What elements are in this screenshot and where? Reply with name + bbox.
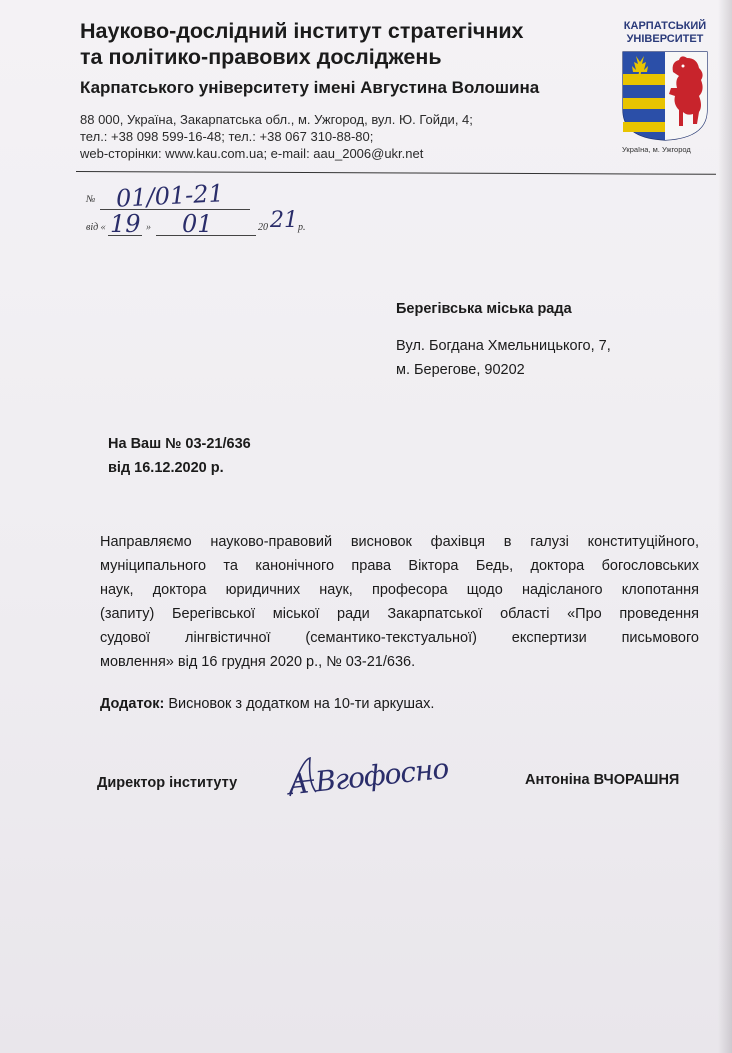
addressee-street: Вул. Богдана Хмельницького, 7, [396,338,611,354]
year-suffix: р. [298,222,306,233]
date-month-handwritten: 01 [182,210,213,238]
reference-number: На Ваш № 03-21/636 [108,436,251,452]
addressee-city: м. Берегове, 90202 [396,362,525,378]
registration-block [86,179,326,246]
institute-name-line1: Науково-дослідний інститут стратегічних [80,19,524,43]
body-line: Направляємо науково-правовий висновок фахівця в галузі конституційного, [100,534,699,550]
attachment-text: Висновок з додатком на 10-ти аркушах. [168,696,435,712]
signer-position: Директор інституту [97,775,238,791]
body-line: судової лінгвістичної (семантико-текстуальної) експертизи письмового [100,630,699,646]
coat-of-arms-icon [621,50,709,142]
date-day-handwritten: 19 [110,210,141,238]
body-line: муніципального та канонічного права Віктора Бедь, доктора богословських [100,558,699,574]
body-line: наук, доктора юридичних наук, професора щодо надісланого клопотання [100,582,699,598]
postal-address: 88 000, Україна, Закарпатська обл., м. Ужгород, вул. Ю. Гойди, 4; [80,112,473,127]
letterhead-divider [76,171,716,175]
addressee-name: Берегівська міська рада [396,301,572,317]
logo-title-line1: КАРПАТСЬКИЙ [623,20,707,32]
university-logo [616,20,714,160]
phone-numbers: тел.: +38 098 599-16-48; тел.: +38 067 310-88-80; [80,129,374,144]
attachment-label: Додаток: [100,696,165,712]
attachment-line [100,696,434,712]
web-and-email: web-сторінки: www.kau.com.ua; e-mail: aau_2006@ukr.net [80,146,424,161]
handwritten-signature: A Вгофосно [286,751,450,802]
body-line: (запиту) Берегівської міської ради Закарпатської області «Про проведення [100,606,699,622]
number-handwritten: 01/01-21 [115,179,225,213]
body-line: мовлення» від 16 грудня 2020 р., № 03-21/636. [100,654,416,670]
date-from-label: від « [86,222,106,233]
logo-title-line2: УНІВЕРСИТЕТ [626,33,704,45]
year-prefix: 20 [258,222,268,233]
university-name: Карпатського університету імені Августина Волошина [80,78,540,97]
logo-caption: Україна, м. Ужгород [622,145,691,154]
month-underline [156,235,256,236]
signature-flourish-icon [286,752,446,802]
year-handwritten: 21 [270,208,298,233]
signer-name: Антоніна ВЧОРАШНЯ [525,772,680,788]
institute-name-line2: та політико-правових досліджень [80,45,442,69]
reference-date: від 16.12.2020 р. [108,460,224,476]
day-underline [108,235,142,236]
date-quote-close: » [146,222,151,233]
number-label: № [86,194,96,205]
